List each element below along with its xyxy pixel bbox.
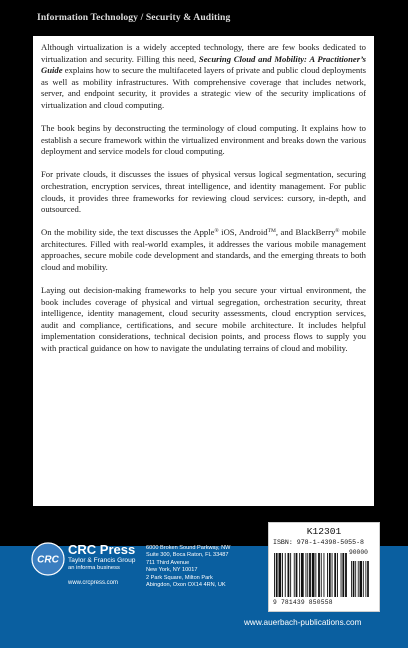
description-paragraph-1: Although virtualization is a widely accepted technology, there are few books dedicated to virtualization and security. Filling this need, Securing Cloud and Mobility: A Practitioner’s Guide explains how to secure the multifaceted layers of private and public cloud deployments as well as mobility infrastructures. With comprehensive coverage that includes network, server, and endpoint security, it provides a strategic view of the security implications of virtualization and cloud computing. [41, 42, 366, 110]
publisher-group: Taylor & Francis Group [68, 557, 136, 564]
publisher-name: CRC Press [68, 542, 136, 557]
auerbach-website-link[interactable]: www.auerbach-publications.com [244, 618, 362, 627]
barcode-digits: 9 781439 850558 [273, 599, 333, 606]
address-1: 6000 Broken Sound Parkway, NW Suite 300, Boca Raton, FL 33487 [146, 545, 231, 558]
barcode-icon [273, 549, 375, 599]
crcpress-website-link[interactable]: www.crcpress.com [68, 580, 119, 586]
address-2: 711 Third Avenue New York, NY 10017 [146, 559, 198, 573]
barcode-panel [268, 522, 380, 612]
description-paragraph-2: The book begins by deconstructing the terminology of cloud computing. It explains how to establish a secure framework within the virtualized environment and breaks down the various deployment and service models for cloud computing. [41, 123, 366, 157]
description-panel [33, 36, 374, 506]
crc-press-logo-icon [31, 542, 65, 576]
book-title: Securing Cloud and Mobility: A Practitioner’s Guide [41, 53, 366, 76]
svg-text:CRC: CRC [37, 554, 59, 566]
price-code: 90000 [349, 549, 368, 556]
category-label: Information Technology / Security & Auditing [37, 12, 231, 23]
isbn-number: ISBN: 978-1-4398-5055-8 [273, 539, 365, 546]
book-code: K12301 [306, 526, 342, 537]
publisher-addresses [146, 545, 256, 590]
description-paragraph-4: On the mobility side, the text discusses the Apple® iOS, Android™, and BlackBerry® mobile architectures. Filled with real-world examples, it addresses the various mobile management approaches, secure mobile code development and standards, and the emerging threats to both cloud and mobility. [41, 227, 366, 272]
description-paragraph-5: Laying out decision-making frameworks to help you secure your virtual environment, the book includes coverage of physical and virtual segregation, orchestration security, threat intelligence, identity management, cloud security assessments, cloud encryption services, audit and compliance, certifications, and secure mobile architecture. It includes helpful implementation considerations, technical decision points, and process flows to supply you with practical guidance on how to navigate the undulating terrains of cloud and mobility. [41, 285, 366, 354]
publisher-sub: an informa business [68, 565, 120, 571]
publisher-block [68, 543, 135, 572]
address-3: 2 Park Square, Milton Park Abingdon, Oxon OX14 4RN, UK [146, 574, 226, 588]
description-paragraph-3: For private clouds, it discusses the issues of physical versus logical segmentation, securing orchestration, encryption services, threat intelligence, and identity management. For public clouds, it provides three frameworks for reviewing cloud services: cursory, in-depth, and outsourced. [41, 169, 366, 215]
